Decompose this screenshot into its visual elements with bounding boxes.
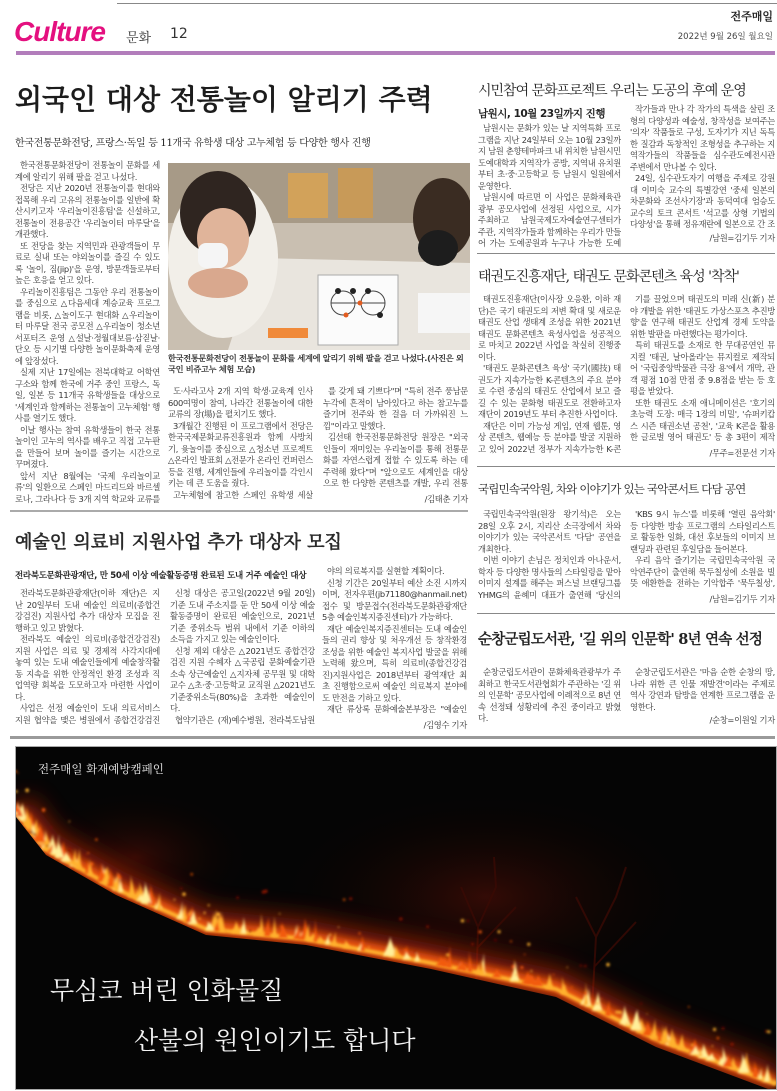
ember: [571, 986, 573, 988]
sunchang-column-2: [630, 667, 775, 727]
paragraph: 한국전통문화전당이 전통놀이 문화를 세계에 알리기 위해 팔을 걷고 나섰다.: [15, 160, 160, 182]
ember: [713, 1028, 716, 1031]
sunchang-column-1: [478, 667, 621, 725]
ember: [249, 930, 251, 932]
ember: [152, 888, 153, 889]
ember: [84, 854, 85, 855]
ember: [688, 1006, 690, 1008]
ember: [208, 904, 210, 906]
ember: [403, 949, 405, 951]
ember: [217, 912, 220, 915]
ember: [368, 947, 370, 949]
ember: [17, 772, 18, 773]
paragraph: 기를 끌었으며 태권도의 미래 신(新) 분야 개발을 위한 '태권도 가상스포츠 추진방향'을 연구해 태권도 산업계 경제 도약을 위한 발판을 마련했다는 평가이다.: [630, 294, 775, 339]
paragraph: 실제 지난 17일에는 전북대학교 어학연구소와 함께 한국에 거주 중인 프랑스, 독일, 일본 등 11개국 유학생들을 대상으로 '세계인과 함께하는 전통놀이 고누체험' 행사를 열기도 했다.: [15, 367, 160, 423]
paragraph: 신청 대상은 공고일(2022년 9월 20일) 기준 도내 주소지를 둔 만 50세 이상 예술활동증명이 완료된 예술인으로, 2021년 기준 중위소득 범위 내에서 기준 이하의 소득을 가지고 있는 예술인이다.: [170, 588, 315, 644]
ember: [765, 1030, 768, 1033]
paragraph: 특히 태권도를 소재로 한 무대공연인 뮤지컬 '태권, 날아올라'는 뮤지컬로 제작되어 '국립중앙박물관 극장 용'에서 개막, 관객 평점 10점 만점 중 9.8점을 받는 등 호평을 받았다.: [630, 340, 775, 396]
ad-headline-line-1: 무심코 버린 인화물질: [50, 976, 284, 1005]
ember: [338, 926, 339, 927]
ember: [87, 852, 89, 854]
ember: [349, 897, 352, 900]
paragraph: 국립민속국악원(원장 왕기석)은 오는 28일 오후 2시, 지리산 소극장에서 차와 이야기가 있는 국악콘서트 '다담' 공연을 개최한다.: [478, 509, 621, 554]
namwon-column-2-text: [630, 104, 775, 231]
paragraph: 전당은 지난 2020년 전통놀이를 현대와 접목해 우리 고유의 전통놀이를 일반에 확산시키고자 '우리놀이진흥팀'을 신설하고, 전통놀이 전용공간 '우리놀이터 마루달'을 개관했다.: [15, 183, 160, 239]
byline: /남원=김기두 기자: [709, 593, 775, 604]
ember: [16, 790, 18, 793]
artist-subhead: 전라북도문화관광재단, 만 50세 이상 예술활동증명 완료된 도내 거주 예술인 대상: [15, 571, 307, 581]
top-rule: [117, 3, 777, 4]
ember: [553, 974, 555, 976]
ember: [50, 826, 52, 828]
ember: [626, 1023, 628, 1025]
ember: [494, 939, 496, 941]
ember: [479, 930, 482, 933]
paragraph: 야의 의료복지를 실현할 계획이다.: [326, 566, 445, 576]
byline: /순창=이원일 기자: [709, 715, 775, 725]
divider: [477, 253, 775, 254]
main-subhead: 한국전통문화전당, 프랑스·독일 등 11개국 유학생 대상 고누체험 등 다양한 행사 진행: [15, 138, 371, 149]
ember: [524, 954, 525, 955]
ember: [567, 967, 568, 968]
main-column-3: [323, 386, 468, 505]
namwon-column-2: [630, 104, 775, 244]
paragraph: 또한 태권도 소재 애니메이션은 '호기의 초능력 도장: 매극 1장의 비밀', '슈퍼키캅스 시즌 태권소년 공천', '교육 K콘을 활용한 글로벌 영어 태권도' 등 총 3편이 제작: [630, 397, 775, 442]
paragraph: '태권도 문화콘텐츠 육성' 국기(國技) 태권도가 지속가능한 K-콘텐츠의 주요 분야로 수련 중심의 태권도 산업에서 보고 즐길 수 있는 문화형 태권도로 전환하고자 재단이 2019년도 부터 추진한 사업이다.: [478, 363, 621, 419]
ember: [30, 831, 33, 834]
gugak-column-1: [478, 509, 621, 601]
ember: [399, 917, 402, 920]
paragraph: 남원시는 문화가 있는 날 지역특화 프로그램을 지난 24일부터 오는 10월 23일까지 남원 춘향테마파크 내 위치한 남원시민도예대학과 지역작가 공방, 지역내 유치원부터 초·중·고등학교 등 남원시 일원에서 운영한다.: [478, 123, 621, 191]
section-title-en: Culture: [14, 16, 105, 47]
paragraph: 재단 예술인복지증진센터는 도내 예술인들의 권리 향상 및 처우개선 등 창작환경 조성을 위한 예술인 복지사업 발굴을 위해 노력해 왔으며, 특히 의료비(종합건강검진)지원사업은 2018년부터 광역재단 최초 진행함으로써 예술인 의료복지 분야에도 만전을 기하고 있다.: [322, 623, 467, 703]
paragraph: 신청 제외 대상은 △2021년도 종합건강검진 지원 수혜자 △국공립 문화예술기관 소속 상근예술인 △지자체 공무원 및 대학교수 △초·중·고등학교 교직원 △2021년도 기준중위소득(80%)을 초과한 예술인이다.: [170, 645, 315, 713]
paragraph: 3개월간 진행된 이 프로그램에서 전당은 한국국제문화교류진흥원과 함께 사방치기, 윷놀이를 중심으로 △청소년 프로젝트 △온라인 발표회 △전문가 온라인 컨퍼런스 등을 진행, 세계인들에 우리놀이를 각인시키는 데 큰 도움을 줬다.: [168, 420, 313, 488]
divider: [10, 510, 468, 512]
ember: [297, 925, 298, 926]
fire-prevention-ad: [15, 746, 777, 1090]
paragraph: 남원시에 따르면 이 사업은 문화체육관광부 공모사업에 선정된 사업으로, 시가 주최하고 남원국제도자예술연구센터가 주관, 지역작가들과 함께하는 우리가 만들어 가는 도예공원과 누구나 가능한 도예: [478, 192, 621, 248]
byline: /김영수 기자: [423, 719, 467, 730]
sunchang-column-2-text: [630, 667, 775, 713]
ember: [646, 1013, 647, 1014]
ember: [198, 918, 200, 920]
campaign-label: 전주매일 화재예방캠페인: [38, 762, 164, 776]
photo-caption: 한국전통문화전당이 전통놀이 문화를 세계에 알리기 위해 팔을 걷고 나섰다.(사진은 외국인 비쥬고누 체험 모습): [168, 353, 464, 374]
ember: [279, 913, 280, 914]
ember: [691, 1044, 693, 1046]
ember: [174, 899, 176, 901]
ember: [236, 897, 238, 899]
ember: [182, 892, 185, 895]
byline: /김태춘 기자: [424, 493, 468, 504]
masthead-band: [16, 51, 775, 55]
ember: [280, 926, 283, 929]
ember: [530, 970, 532, 972]
newspaper-name: 전주매일: [730, 10, 773, 23]
page-number: 12: [170, 26, 188, 42]
ember: [426, 925, 429, 928]
ember: [118, 877, 120, 879]
gugak-column-2-text: [630, 509, 775, 590]
ember: [520, 966, 523, 969]
ember: [584, 965, 586, 967]
ember: [343, 899, 345, 901]
ember: [717, 1037, 719, 1039]
ember: [90, 862, 94, 866]
paragraph: 우리 음악 즐기기는 국립민속국악원 국악연주단이 출연해 묵두칠성에 소원을 빌 뜻 애환한을 전하는 기악합주 '묵두칠성',: [630, 555, 775, 588]
ember: [601, 998, 602, 999]
ember: [446, 953, 449, 956]
paragraph: 앞서 지난 8월에는 '국제 우리놀이교류'의 일환으로 스페인 마드리드와 바르셀로나, 그라나다 등 3개 지역 학교와 교류를: [15, 470, 160, 504]
paragraph: 또 전당을 찾는 지역민과 관광객들이 무료로 실내 또는 야외놀이를 즐길 수 있도록 '놀이, 짐(jip)'을 운영, 방문객들로부터 높은 호응을 얻고 있다.: [15, 240, 160, 285]
ember: [596, 1002, 599, 1005]
ember: [527, 943, 530, 946]
main-column-3-text: [323, 386, 468, 490]
ember: [42, 810, 44, 812]
ember: [498, 930, 501, 933]
paragraph: 작가들과 만나 각 작가의 특색을 살린 조형의 다양성과 예술성, 창작성을 보여주는 '의자' 작품들로 구성, 도자기가 지닌 독특한 질감과 독창적인 조형성을 추구하는 지역작가들의 작품들을 심수관도예전시관 주변에서 만나볼 수 있다.: [630, 104, 775, 172]
ember: [68, 848, 71, 851]
divider: [477, 613, 775, 614]
paragraph: 'KBS 9시 뉴스'를 비롯해 '열린 음악회' 등 다양한 방송 프로그램의 스타일리스트로 활동한 일화, 대선 후보들의 이미지 브랜딩과 관련된 후일담을 들어본다.: [630, 509, 775, 554]
paragraph: 태권도진흥재단(이사장 오응환, 이하 재단)은 국기 태권도의 저변 확대 및 새로운 태권도 산업 생태계 조성을 위한 2021년 태권도 문화콘텐츠 육성사업을 성공적으로 마치고 2022년 사업을 착실히 진행중이다.: [478, 294, 621, 362]
ember: [722, 1027, 725, 1030]
ember: [618, 1011, 621, 1014]
paragraph: 사업은 선정 예술인이 도내 의료서비스 지원 협약을 맺은 병원에서 종합건강검진: [15, 703, 160, 725]
ember: [148, 902, 150, 904]
paragraph: 이번 이야기 손님은 정치인과 아나운서, 학자 등 다양한 명사들의 스타일링을 맡아 이미지 설계를 해주는 퍼스널 브랜딩그룹 YHMG의 윤혜미 대표가 출연해 '당신의: [478, 555, 621, 600]
gugak-column-2: [630, 509, 775, 605]
ember: [415, 951, 417, 953]
ember: [651, 1033, 654, 1036]
ember: [69, 821, 71, 823]
ember: [46, 845, 48, 847]
ad-headline-line-2: 산불의 원인이기도 합니다: [134, 1026, 416, 1055]
paragraph: 재단은 이미 가능성 게임, 연재 웹툰, 영상 콘텐츠, 웹예능 등 분야를 발굴 지원하고 있어 2022년 정부가 지속가능한 K-콘: [478, 420, 621, 454]
divider: [477, 466, 775, 467]
ember: [606, 963, 609, 966]
byline: /남원=김기두 기자: [709, 232, 775, 243]
namwon-subhead: 남원시, 10월 23일까지 진행: [478, 108, 605, 120]
ember: [25, 789, 29, 793]
artist-column-3-text: [322, 566, 467, 716]
paragraph: 고누체험에 참고한 스페인 유학생 세살: [172, 489, 313, 500]
ember: [517, 966, 518, 967]
artist-headline: 예술인 의료비 지원사업 추가 대상자 모집: [15, 532, 342, 553]
ember: [615, 1011, 618, 1014]
ember: [191, 873, 193, 875]
ember: [95, 838, 97, 840]
ember: [467, 920, 469, 922]
ember: [461, 919, 464, 922]
ember: [730, 1043, 733, 1046]
ember: [712, 1045, 714, 1047]
ember: [38, 829, 39, 830]
sunchang-headline: 순창군립도서관, '길 위의 인문학' 8년 연속 선정: [478, 631, 763, 648]
paragraph: 우리놀이진흥팀은 그동안 우리 전통놀이를 중심으로 △다음세대 계승교육 프로그램을 비롯, △놀이도구 현대화 △우리놀이터 마루달 전국 공모전 △우리놀이 청소년 서포터즈 운영 △설날·정월대보름·삼짇날·단오 등 시기별 다양한 놀이문화축제 운영에 앞장섰다.: [15, 286, 160, 366]
paragraph: 김선태 한국전통문화전당 원장은 "외국인들이 재미있는 우리놀이를 통해 전통문화를 자연스럽게 접할 수 있도록 하는 데 주력해 왔다"며 "앞으로도 세계인을 대상으로 한 다양한 콘텐츠를 개발, 우리 전통: [323, 432, 468, 488]
ember: [180, 887, 182, 889]
ember: [33, 833, 36, 836]
ember: [510, 940, 512, 942]
paragraph: 도·사라고사 2개 지역 학생·교육계 인사 600여명이 참여, 나라간 전통놀이에 대한 교류의 장(場)을 펼치기도 했다.: [168, 386, 313, 419]
namwon-column-1: [478, 123, 621, 250]
ember: [515, 974, 517, 976]
ember: [329, 934, 331, 936]
ember: [584, 992, 587, 995]
paragraph: 순창군립도서관이 문화체육관광부가 주최하고 한국도서관협회가 주관하는 '길 위의 인문학' 공모사업에 이례적으로 8년 연속 선정돼 성황리에 추진 중이라고 밝혔다.: [478, 667, 621, 723]
issue-date: 2022년 9월 26일 월요일: [677, 32, 773, 42]
taekwondo-headline: 태권도진흥재단, 태권도 문화콘텐츠 육성 '착착': [478, 269, 739, 285]
artist-column-3: [322, 566, 467, 731]
article-photo: [168, 163, 470, 350]
ember: [768, 1030, 771, 1033]
paragraph: 24일, 심수관도자기 여행을 주제로 강원대 이미숙 교수의 특별강연 '중세 일본의 차문화와 조선사기장'과 동덕여대 엄승도 교수의 토크 콘서트 '석고를 상형 기법의 다양성'을 통해 정유재란에 일본으로 간 조: [630, 173, 775, 229]
main-column-1: [15, 160, 160, 505]
ember: [580, 965, 582, 967]
main-headline: 외국인 대상 전통놀이 알리기 주력: [15, 83, 433, 116]
paragraph: 전라북도문화관광재단(이하 재단)은 지난 20일부터 도내 예술인 의료비(종합건강검진) 지원사업 추가 대상자 모집을 진행하고 있고 밝혔다.: [15, 588, 160, 633]
ember: [640, 1003, 642, 1005]
bottom-rule: [10, 736, 775, 739]
taekwondo-column-2-text: [630, 294, 775, 444]
paragraph: 를 갖게 돼 기쁘다"며 "특히 전주 풍남문 누각에 흔적이 남아있다고 하는 참고누를 즐기며 전주와 한 걸음 더 가까워진 느낌"이라고 말했다.: [323, 386, 468, 431]
namwon-headline: 시민참여 문화프로젝트 우리는 도공의 후예 운영: [478, 83, 746, 99]
paragraph: 신청 기간은 20일부터 예산 소진 시까지 이며, 전자우편(jb71180@hanmail.net)접수 및 방문접수(전라북도문화관광재단 5층 예술인복지증진센터)가 가능하다.: [322, 577, 467, 622]
paragraph: 협약기관은 (재)예수병원, 전라북도남원: [174, 714, 315, 725]
main-column-2: [168, 386, 313, 501]
paragraph: 전라북도 예술인 의료비(종합건강검진) 지원 사업은 의료 및 경제적 사각지대에 놓여 있는 도내 예술인들에게 예술창작활동 지속을 위한 안정적인 환경 조성과 직업역량 회복을 도모하고자 마련한 사업이다.: [15, 634, 160, 702]
ember: [358, 932, 360, 934]
ember: [511, 965, 515, 969]
ember: [471, 943, 474, 946]
artist-column-1: [15, 588, 160, 726]
byline: /무주=전문선 기자: [709, 447, 775, 458]
ember: [395, 951, 398, 954]
taekwondo-column-1: [478, 294, 621, 455]
paragraph: 순창군립도서관은 '마음 순한 순창의 땅, 나라 위한 큰 인물 재발견'이라는 주제로 역사 강연과 탐방을 연계한 프로그램을 운영한다.: [630, 667, 775, 712]
ember: [58, 840, 60, 842]
ember: [649, 1026, 650, 1027]
gugak-headline: 국립민속국악원, 차와 이야기가 있는 국악콘서트 다담 공연: [478, 482, 746, 496]
paragraph: 이날 행사는 참여 유학생들이 한국 전통 놀이인 고누의 역사를 배우고 직접 고누판을 만들어 보며 놀이를 즐기는 시간으로 꾸며졌다.: [15, 424, 160, 469]
ember: [16, 770, 17, 772]
paragraph: 재단 류상록 문화예술본부장은 "예술인: [326, 704, 467, 714]
taekwondo-column-2: [630, 294, 775, 459]
artist-column-2: [170, 588, 315, 726]
ember: [203, 912, 205, 914]
section-title-ko: 문화: [126, 31, 152, 46]
ember: [262, 890, 266, 894]
